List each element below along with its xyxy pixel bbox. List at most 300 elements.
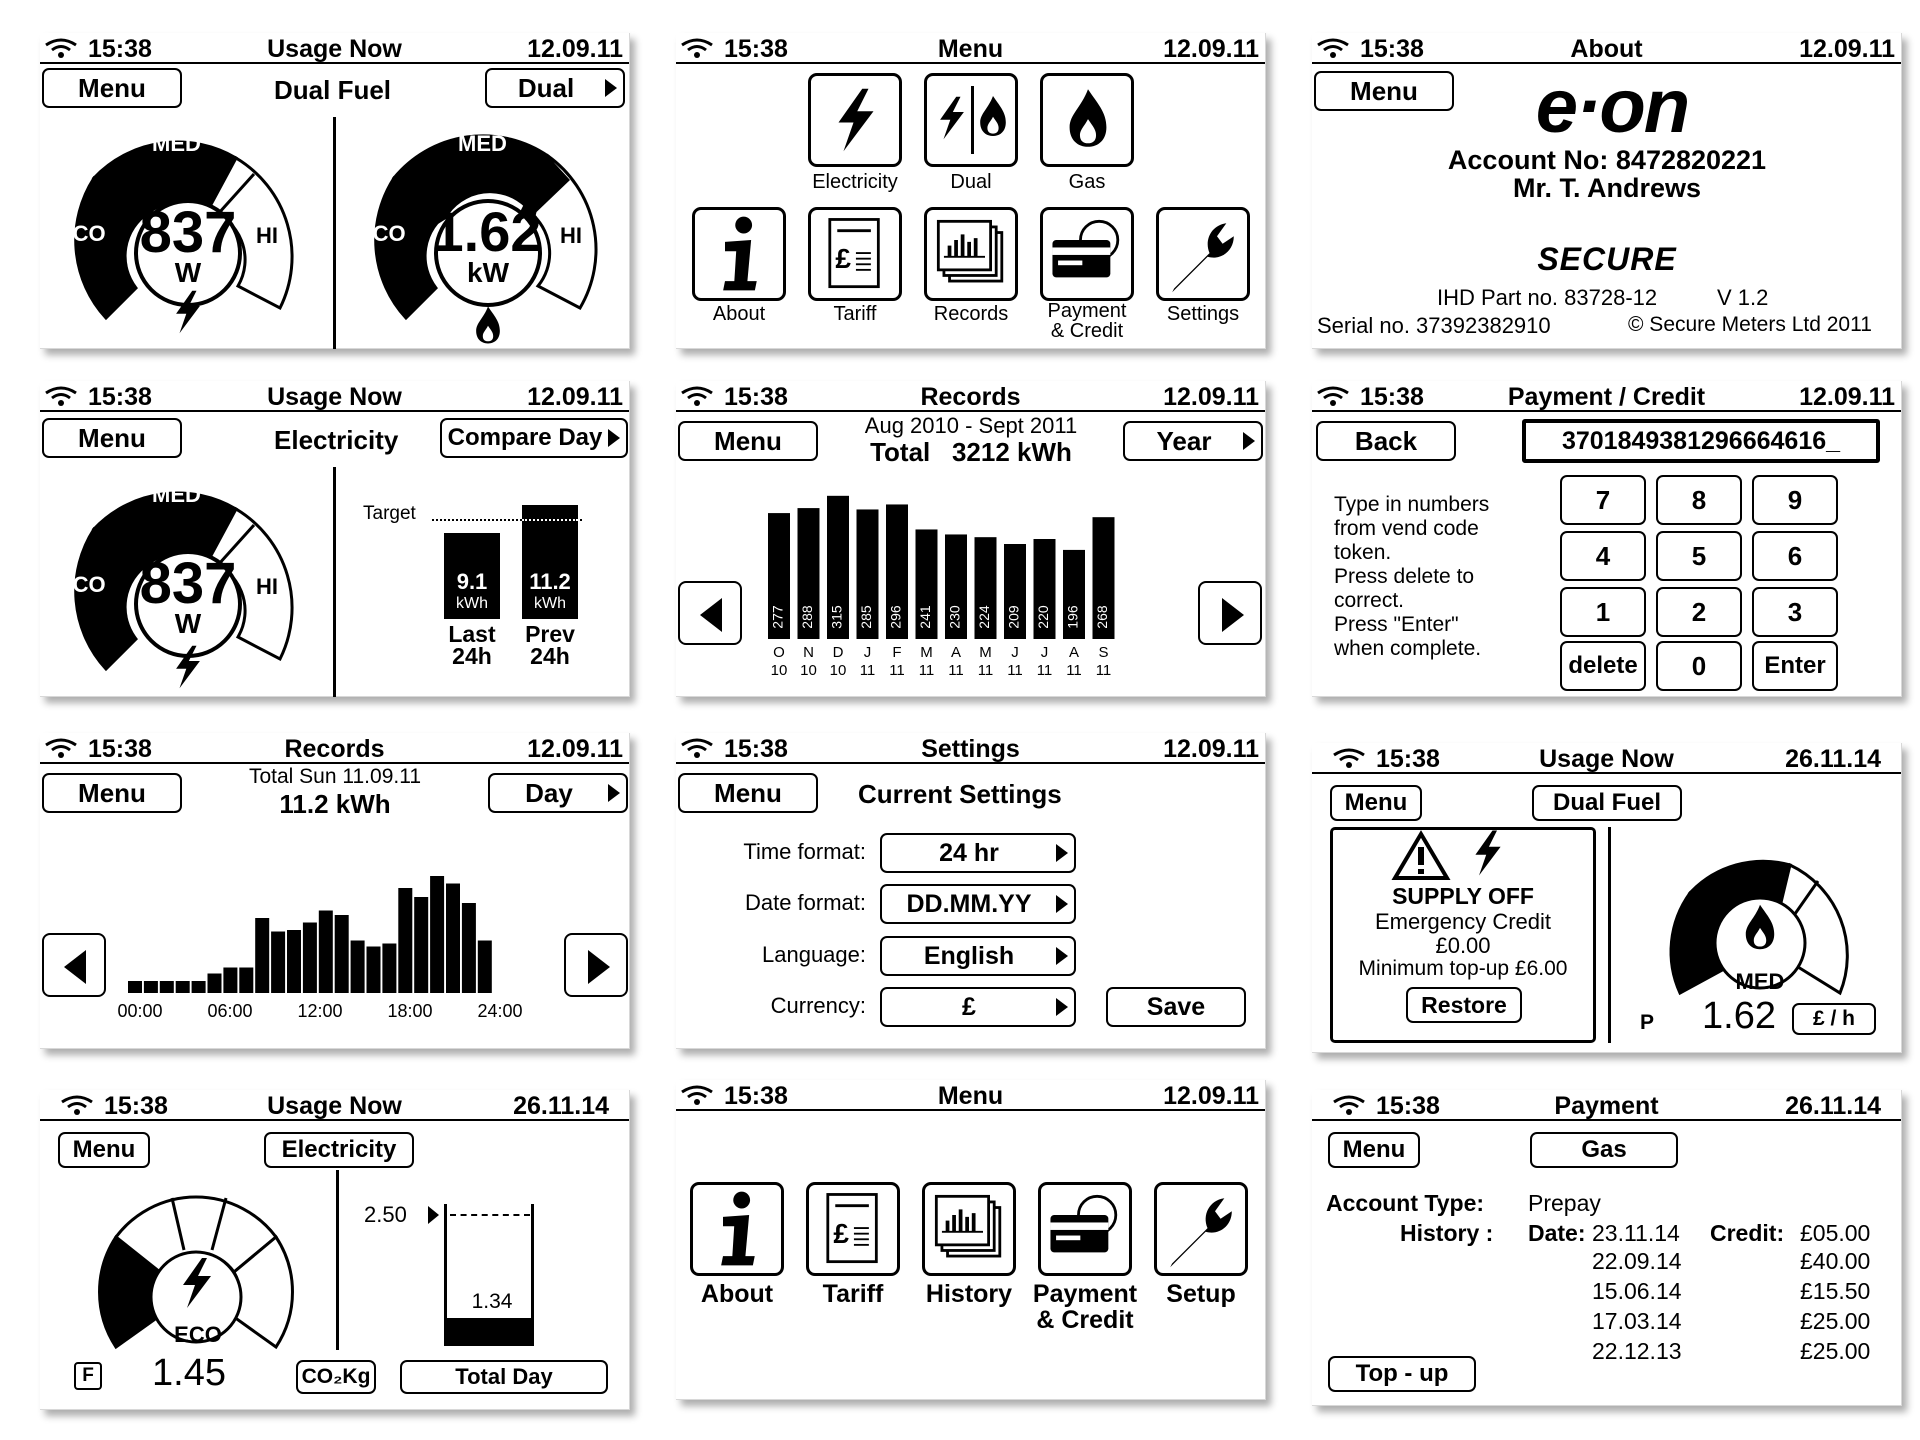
chart-bar [462,903,476,993]
chart-bar [430,876,444,993]
year-tick-label: 11 [1095,662,1112,679]
flame-icon [473,305,503,345]
year-tick-label: 11 [1007,662,1023,679]
date: 12.09.11 [1163,1082,1259,1110]
menu-about-button[interactable] [690,1182,784,1276]
key-4[interactable]: 4 [1560,531,1646,581]
select-value: £ [962,993,976,1021]
top-up-button[interactable]: Top - up [1328,1356,1476,1392]
menu-button[interactable]: Menu [42,773,182,813]
key-7[interactable]: 7 [1560,475,1646,525]
date: 26.11.14 [1785,745,1881,773]
menu-setup-button[interactable] [1154,1182,1248,1276]
status-bar [1312,33,1901,64]
year-tick-label: 10 [829,662,847,679]
year-tick-label: 11 [859,662,876,679]
gauge-unit: W [174,608,202,639]
clock: 15:38 [1376,1092,1440,1120]
history-date: 23.11.14 [1592,1220,1680,1246]
screen-usage-electricity-v2 [40,1090,630,1410]
month-tick-label: M [920,644,933,661]
period-total: Total 3212 kWh [870,437,1072,467]
divider [1608,827,1611,1043]
time-tick-label: 12:00 [297,1001,343,1021]
menu-electricity-button[interactable] [808,73,902,167]
menu-label: About [700,1280,774,1308]
electricity-button[interactable]: Electricity [264,1132,414,1168]
bar-value-label: 220 [1035,605,1052,629]
history-credit: £05.00 [1800,1220,1871,1246]
wrench-icon [1159,1187,1243,1271]
menu-button[interactable]: Menu [42,68,182,108]
date: 26.11.14 [1785,1092,1881,1120]
usage-value: 1.45 [152,1352,226,1394]
key-6[interactable]: 6 [1752,531,1838,581]
info-icon [697,212,781,296]
time-tick-label: 24:00 [477,1001,523,1021]
year-tick-label: 11 [948,662,964,679]
menu-button[interactable]: Menu [678,421,818,461]
chart-bar [287,930,301,993]
bar-unit: kWh [534,595,566,612]
screen-title: Usage Now [267,1092,402,1120]
menu-label: Payment [1032,1280,1138,1308]
screen-title: Records [920,383,1021,411]
status-bar [40,733,629,764]
history-date: 22.09.14 [1592,1248,1682,1274]
status-bar [1312,743,1901,774]
menu-label: Settings [1166,303,1240,325]
clock: 15:38 [724,383,788,411]
language-label: Language: [762,942,866,967]
date: 12.09.11 [527,383,623,411]
menu-label: Gas [1068,171,1106,193]
key-9[interactable]: 9 [1752,475,1838,525]
eon-logo: e·on [1535,64,1689,149]
emergency-credit-label: Emergency Credit [1374,909,1552,934]
history-credit: £15.50 [1800,1278,1871,1304]
history-date: 17.03.14 [1592,1308,1682,1334]
arrow-right-icon [1056,947,1068,965]
year-tick-label: 11 [1036,662,1053,679]
status-bar [40,1090,629,1121]
chart-bar [192,981,206,993]
menu-button[interactable]: Menu [1330,785,1422,821]
arrow-right-icon [605,79,617,97]
key-1[interactable]: 1 [1560,587,1646,637]
bar-value-label: 230 [946,605,963,629]
key-3[interactable]: 3 [1752,587,1838,637]
next-button[interactable] [1198,581,1262,645]
chart-bar [223,968,237,994]
bar-value-label: 296 [887,605,904,629]
history-date: 15.06.14 [1592,1278,1682,1304]
usage-level: MED [1735,969,1785,994]
chart-bar [176,981,190,993]
menu-label: History [925,1280,1013,1308]
screen-title: Records [284,735,385,763]
gauge-value: 837 [139,551,237,616]
menu-settings-button[interactable] [1156,207,1250,301]
arrow-right-icon [1056,998,1068,1016]
version: V 1.2 [1717,285,1769,310]
screen-usage-electricity [40,381,630,697]
month-tick-label: J [863,644,872,661]
bar-value-label: 288 [799,605,816,629]
chart-bar [255,918,269,993]
divider [336,1170,339,1350]
clock: 15:38 [1360,35,1424,63]
chart-bar [446,884,460,994]
screen-settings [676,733,1266,1049]
menu-payment-button[interactable] [1038,1182,1132,1276]
usage-level: ECO [174,1322,222,1347]
instruction-line: Press delete to [1334,565,1475,588]
year-tick-label: 11 [1066,662,1082,679]
chart-bar [382,944,396,994]
screen-usage-dual [40,33,630,349]
menu-about-button[interactable] [692,207,786,301]
month-tick-label: J [1040,644,1049,661]
chart-bar [271,932,285,994]
month-tick-label: A [1068,644,1080,661]
records-icon [929,212,1013,296]
menu-payment-button[interactable] [1040,207,1134,301]
status-bar [1312,381,1901,412]
credit-column-label: Credit: [1710,1220,1785,1246]
bolt-icon [935,94,969,142]
payment-icon [1045,212,1129,296]
screen-payment-credit [1312,381,1902,697]
menu-label: Dual [950,171,992,193]
f-indicator: F [74,1362,102,1390]
screen-records-year [676,381,1266,697]
instruction-line: Type in numbers [1334,493,1490,516]
settings-heading: Current Settings [858,779,1062,809]
select-value: English [923,942,1015,970]
menu-button[interactable]: Menu [1328,1132,1420,1168]
unit-button[interactable]: £ / h [1792,1003,1876,1035]
chart-bar [335,915,349,993]
menu-button[interactable]: Menu [58,1132,150,1168]
history-credit: £40.00 [1800,1248,1871,1274]
menu-label: About [712,303,766,325]
bar-label: 24h [530,643,570,669]
menu-button[interactable]: Menu [1314,71,1454,111]
gauge-eco-label: ECO [58,572,106,597]
screen-title: Menu [937,35,1004,63]
date: 12.09.11 [1163,383,1259,411]
bar-value: 9.1 [456,569,488,594]
select-value: DD.MM.YY [906,890,1032,918]
compare-day-button[interactable] [440,418,628,458]
key-8[interactable]: 8 [1656,475,1742,525]
tariff-icon [811,1187,895,1271]
mode-label: Day [525,778,573,808]
previous-button[interactable] [42,933,106,997]
gauge-value: 837 [139,200,237,265]
secure-logo: SECURE [1537,241,1677,277]
divider [971,86,974,154]
status-bar [676,33,1265,64]
date: 12.09.11 [527,735,623,763]
info-icon [695,1187,779,1271]
bar-value: 11.2 [529,569,571,594]
target-line [450,1214,530,1216]
warning-icon [1392,831,1450,881]
gauge-med-label: MED [458,131,507,156]
bar-label: Prev [525,621,575,647]
menu-tariff-button[interactable] [808,207,902,301]
screen-menu [676,33,1266,349]
menu-dual-button[interactable] [924,73,1018,167]
instruction-line: from vend code [1334,517,1479,540]
mode-year-button[interactable] [1123,421,1263,461]
screen-about [1312,33,1902,349]
chart-bar [414,897,428,993]
currency-label: Currency: [770,993,866,1018]
menu-history-button[interactable] [922,1182,1016,1276]
month-tick-label: O [773,644,785,661]
arrow-right-icon [1243,432,1255,450]
instruction-line: Press "Enter" [1334,613,1459,636]
day-total-label: Total Sun 11.09.11 [248,765,422,788]
chart-bar [128,981,142,993]
menu-gas-button[interactable] [1040,73,1134,167]
bar-value-label: 209 [1005,605,1022,629]
mode-label: Year [1156,426,1212,456]
month-tick-label: F [892,644,902,661]
date: 12.09.11 [1799,35,1895,63]
screen-title: Payment [1554,1092,1659,1120]
clock: 15:38 [1376,745,1440,773]
flame-icon [1742,903,1778,951]
bar-label: 24h [452,643,492,669]
target-marker-icon [428,1206,439,1224]
select-value: 24 hr [939,839,999,867]
mode-label: Compare Day [447,424,603,451]
screen-title: Usage Now [1539,745,1674,773]
bolt-icon [171,643,205,691]
arrow-left-icon [700,598,722,632]
save-button[interactable]: Save [1106,987,1246,1027]
menu-button[interactable]: Menu [678,773,818,813]
year-tick-label: 11 [977,662,994,679]
mode-dual-button[interactable] [485,68,625,108]
arrow-right-icon [588,950,610,984]
date-format-label: Date format: [744,890,866,915]
menu-label: Records [933,303,1009,325]
gauge-eco-label: ECO [358,221,406,246]
gauge-med-label: MED [152,482,201,507]
status-bar [676,1080,1265,1111]
screen-title: Usage Now [267,383,402,411]
history-credit: £25.00 [1800,1308,1871,1334]
time-tick-label: 06:00 [207,1001,253,1021]
arrow-right-icon [1056,844,1068,862]
total-day-button[interactable]: Total Day [400,1360,608,1394]
date: 12.09.11 [1163,35,1259,63]
mode-day-button[interactable] [488,773,628,813]
chart-bar [239,968,253,994]
dual-fuel-button[interactable]: Dual Fuel [1532,785,1682,821]
vend-code-input[interactable]: 3701849381296664616_ [1522,419,1880,463]
bar-value-label: 241 [917,605,934,629]
screen-title: Menu [937,1082,1004,1110]
records-icon [927,1187,1011,1271]
chart-bar [208,974,222,994]
menu-label: & Credit [1036,1306,1134,1334]
chart-bar [319,911,333,994]
instruction-line: when complete. [1334,637,1482,660]
payment-icon [1043,1187,1127,1271]
chart-bar [367,947,381,994]
bar-value-label: 315 [828,605,845,629]
fuel-subtitle: Electricity [274,425,399,455]
month-tick-label: M [979,644,992,661]
date-range: Aug 2010 - Sept 2011 [864,413,1078,438]
clock: 15:38 [88,383,152,411]
status-bar [40,381,629,412]
gauge-value: 1.62 [432,200,542,263]
p-indicator: P [1640,1011,1655,1034]
arrow-right-icon [1222,598,1244,632]
serial-number: Serial no. 37392382910 [1317,313,1551,338]
history-date: 22.12.13 [1592,1338,1682,1364]
gauge-unit: W [174,257,202,288]
instruction-line: token. [1334,541,1392,564]
clock: 15:38 [1360,383,1424,411]
menu-tariff-button[interactable] [806,1182,900,1276]
time-tick-label: 00:00 [117,1001,163,1021]
currency-select[interactable] [880,987,1076,1027]
bolt-icon [1470,829,1506,877]
supply-off-label: SUPPLY OFF [1392,883,1534,909]
screen-menu-v2 [676,1080,1266,1400]
menu-label: Tariff [822,1280,884,1308]
history-credit: £25.00 [1800,1338,1871,1364]
key-5[interactable]: 5 [1656,531,1742,581]
screen-supply-off [1312,743,1902,1053]
time-format-select[interactable] [880,833,1076,873]
month-tick-label: A [950,644,962,661]
year-tick-label: 11 [889,662,905,679]
date-column-label: Date: [1528,1220,1586,1246]
arrow-right-icon [608,429,620,447]
date-format-select[interactable] [880,884,1076,924]
gas-button[interactable]: Gas [1530,1132,1678,1168]
account-number: Account No: 8472820221 [1447,145,1767,175]
menu-button[interactable]: Menu [42,418,182,458]
time-format-label: Time format: [743,839,866,864]
restore-button[interactable]: Restore [1406,987,1522,1023]
back-button[interactable]: Back [1316,421,1456,461]
enter-key[interactable]: Enter [1752,641,1838,691]
menu-label: & Credit [1050,320,1124,342]
account-name: Mr. T. Andrews [1512,173,1702,203]
time-tick-label: 18:00 [387,1001,433,1021]
screen-title: Usage Now [267,35,402,63]
current-fill [447,1318,531,1343]
delete-key[interactable]: delete [1560,641,1646,691]
bar-value-label: 224 [976,605,993,629]
month-tick-label: N [803,644,814,661]
key-0[interactable]: 0 [1656,641,1742,691]
date: 12.09.11 [1163,735,1259,763]
target-line [522,519,578,521]
minimum-topup: Minimum top-up £6.00 [1358,957,1568,980]
daily-bar-chart [117,833,554,1043]
screen-title: Settings [921,735,1020,763]
status-bar [40,33,629,64]
bolt-icon [171,288,205,336]
gauge-hi-label: HI [256,223,278,248]
wrench-icon [1161,212,1245,296]
tariff-icon [813,212,897,296]
menu-label: Setup [1166,1280,1236,1308]
fuel-subtitle: Dual Fuel [274,75,392,105]
instructions [1334,493,1489,661]
yearly-bar-chart [764,481,1184,697]
mode-label: Dual [517,73,575,103]
menu-label: Payment [1047,300,1127,322]
language-select[interactable] [880,936,1076,976]
co2-button[interactable]: CO₂Kg [296,1360,376,1394]
chart-bar [398,888,412,993]
screen-records-day [40,733,630,1049]
target-label: Target [363,503,416,524]
year-tick-label: 10 [800,662,817,679]
gauge-hi-label: HI [560,223,582,248]
usage-value: 1.62 [1702,995,1776,1037]
divider [333,467,336,697]
instruction-line: correct. [1334,589,1405,612]
menu-records-button[interactable] [924,207,1018,301]
date: 12.09.11 [527,35,623,63]
bar-value-label: 285 [858,605,875,629]
next-button[interactable] [564,933,628,997]
menu-label: Electricity [812,171,898,193]
status-bar [1312,1090,1901,1121]
screen-payment-history [1312,1090,1902,1406]
emergency-credit-amount: £0.00 [1435,933,1491,958]
screen-title: Payment / Credit [1507,383,1706,411]
day-total: 11.2 kWh [279,789,391,819]
year-tick-label: 11 [918,662,935,679]
bolt-icon [831,88,881,152]
chart-bar [303,923,317,994]
month-tick-label: J [1011,644,1019,661]
chart-bar [351,941,365,994]
clock: 15:38 [88,35,152,63]
clock: 15:38 [104,1092,168,1120]
chart-bar [478,941,492,994]
bar-label: Last [448,621,496,647]
month-tick-label: S [1098,644,1109,661]
arrow-right-icon [608,784,620,802]
copyright: © Secure Meters Ltd 2011 [1628,313,1872,336]
bar-value-label: 268 [1094,605,1111,629]
arrow-left-icon [64,950,86,984]
chart-bar [160,981,174,993]
key-2[interactable]: 2 [1656,587,1742,637]
status-bar [676,381,1265,412]
target-value: 2.50 [364,1202,407,1227]
current-value: 1.34 [471,1290,513,1313]
screen-title: About [1570,35,1643,63]
divider [333,117,336,349]
previous-button[interactable] [678,581,742,645]
